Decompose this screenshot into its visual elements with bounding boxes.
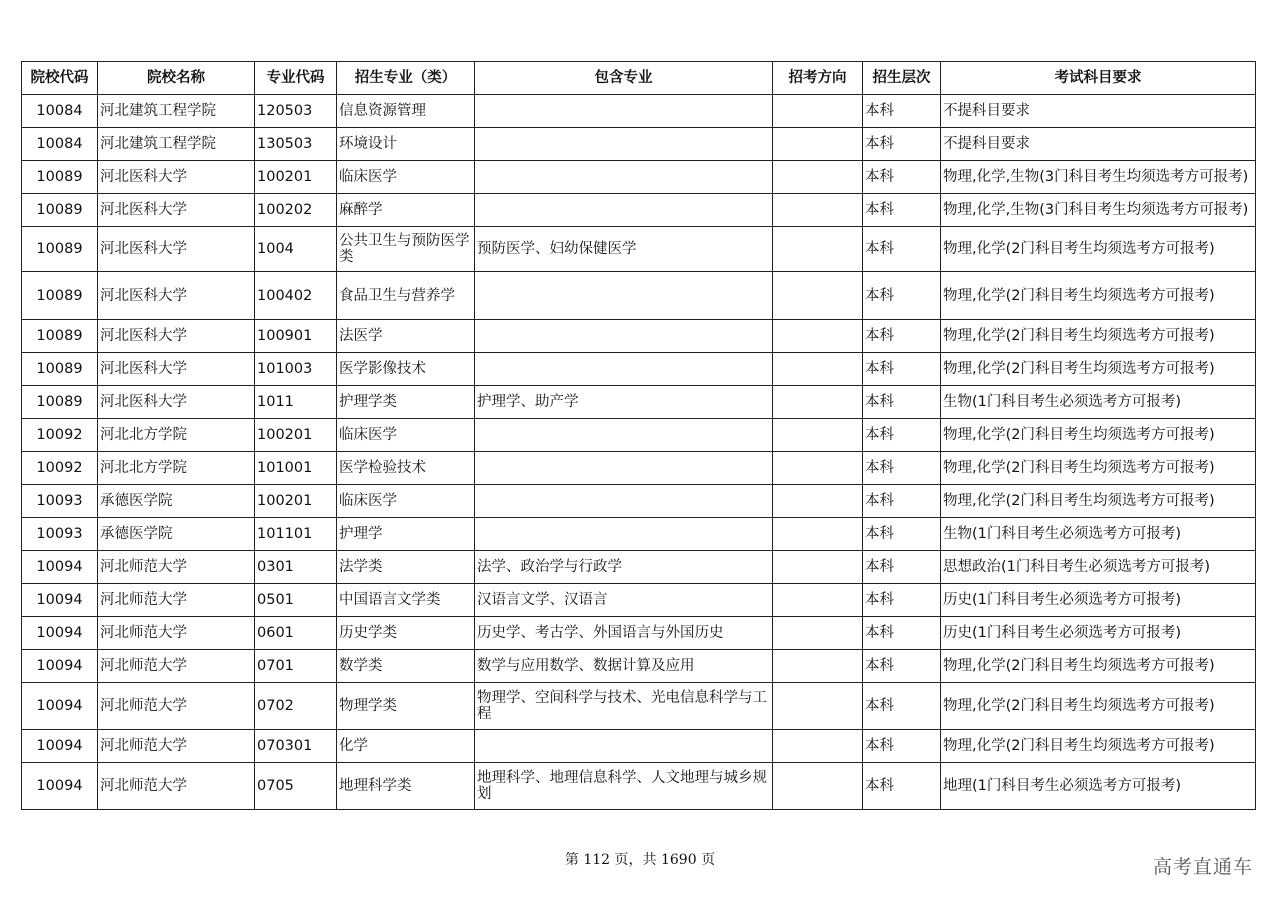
table-row: [22, 617, 1256, 650]
cell-direction: [773, 730, 863, 763]
cell-major: 法学类: [337, 551, 475, 584]
cell-major-code: 101001: [255, 452, 337, 485]
cell-includes: [475, 485, 773, 518]
cell-requirement: 地理(1门科目考生必须选考方可报考): [941, 763, 1256, 810]
table-row: [22, 419, 1256, 452]
cell-direction: [773, 518, 863, 551]
cell-level: 本科: [863, 320, 941, 353]
table-row: [22, 227, 1256, 272]
cell-requirement: 物理,化学(2门科目考生均须选考方可报考): [941, 485, 1256, 518]
cell-major-code: 101003: [255, 353, 337, 386]
cell-major: 护理学类: [337, 386, 475, 419]
cell-school: 河北师范大学: [98, 617, 255, 650]
table-row: [22, 518, 1256, 551]
cell-level: 本科: [863, 518, 941, 551]
cell-school: 河北建筑工程学院: [98, 95, 255, 128]
cell-level: 本科: [863, 452, 941, 485]
cell-includes: 数学与应用数学、数据计算及应用: [475, 650, 773, 683]
cell-level: 本科: [863, 95, 941, 128]
cell-includes: 法学、政治学与行政学: [475, 551, 773, 584]
cell-requirement: 物理,化学(2门科目考生均须选考方可报考): [941, 272, 1256, 320]
cell-level: 本科: [863, 485, 941, 518]
table-row: [22, 683, 1256, 730]
table-row: [22, 584, 1256, 617]
cell-requirement: 历史(1门科目考生必须选考方可报考): [941, 584, 1256, 617]
cell-level: 本科: [863, 128, 941, 161]
cell-school: 河北医科大学: [98, 386, 255, 419]
cell-direction: [773, 227, 863, 272]
cell-major: 临床医学: [337, 485, 475, 518]
cell-school: 河北医科大学: [98, 353, 255, 386]
cell-school: 河北医科大学: [98, 272, 255, 320]
cell-major: 物理学类: [337, 683, 475, 730]
cell-major-code: 100901: [255, 320, 337, 353]
cell-school: 河北北方学院: [98, 452, 255, 485]
cell-direction: [773, 272, 863, 320]
cell-requirement: 物理,化学(2门科目考生均须选考方可报考): [941, 353, 1256, 386]
cell-school: 河北师范大学: [98, 683, 255, 730]
cell-school: 河北北方学院: [98, 419, 255, 452]
cell-major: 中国语言文学类: [337, 584, 475, 617]
cell-level: 本科: [863, 650, 941, 683]
cell-major-code: 1011: [255, 386, 337, 419]
column-header: 考试科目要求: [941, 62, 1256, 95]
table-row: [22, 95, 1256, 128]
cell-code: 10089: [22, 353, 98, 386]
cell-includes: [475, 419, 773, 452]
cell-major-code: 100402: [255, 272, 337, 320]
cell-school: 河北师范大学: [98, 730, 255, 763]
cell-direction: [773, 194, 863, 227]
cell-includes: 物理学、空间科学与技术、光电信息科学与工程: [475, 683, 773, 730]
cell-requirement: 历史(1门科目考生必须选考方可报考): [941, 617, 1256, 650]
cell-school: 河北医科大学: [98, 161, 255, 194]
watermark: 高考直通车: [1152, 856, 1253, 878]
column-header: 招考方向: [773, 62, 863, 95]
cell-major: 医学检验技术: [337, 452, 475, 485]
cell-code: 10084: [22, 128, 98, 161]
cell-major: 地理科学类: [337, 763, 475, 810]
cell-major-code: 100201: [255, 161, 337, 194]
cell-includes: [475, 161, 773, 194]
cell-direction: [773, 386, 863, 419]
cell-direction: [773, 763, 863, 810]
cell-major: 公共卫生与预防医学类: [337, 227, 475, 272]
cell-major-code: 100202: [255, 194, 337, 227]
column-header: 招生专业（类）: [337, 62, 475, 95]
cell-level: 本科: [863, 386, 941, 419]
admission-table: [21, 61, 1256, 810]
cell-school: 河北医科大学: [98, 320, 255, 353]
table-row: [22, 353, 1256, 386]
cell-code: 10089: [22, 386, 98, 419]
cell-level: 本科: [863, 272, 941, 320]
cell-major-code: 100201: [255, 485, 337, 518]
cell-code: 10094: [22, 650, 98, 683]
table-row: [22, 763, 1256, 810]
cell-major: 历史学类: [337, 617, 475, 650]
cell-major: 法医学: [337, 320, 475, 353]
cell-level: 本科: [863, 584, 941, 617]
cell-level: 本科: [863, 419, 941, 452]
cell-major: 食品卫生与营养学: [337, 272, 475, 320]
cell-requirement: 物理,化学(2门科目考生均须选考方可报考): [941, 683, 1256, 730]
cell-major: 环境设计: [337, 128, 475, 161]
cell-major: 临床医学: [337, 419, 475, 452]
cell-includes: [475, 272, 773, 320]
cell-includes: [475, 95, 773, 128]
cell-major-code: 0601: [255, 617, 337, 650]
cell-level: 本科: [863, 730, 941, 763]
cell-requirement: 思想政治(1门科目考生必须选考方可报考): [941, 551, 1256, 584]
cell-direction: [773, 161, 863, 194]
cell-code: 10093: [22, 485, 98, 518]
cell-direction: [773, 551, 863, 584]
cell-major: 护理学: [337, 518, 475, 551]
cell-direction: [773, 485, 863, 518]
cell-major: 化学: [337, 730, 475, 763]
cell-code: 10092: [22, 419, 98, 452]
cell-requirement: 物理,化学,生物(3门科目考生均须选考方可报考): [941, 161, 1256, 194]
cell-code: 10092: [22, 452, 98, 485]
table-header-row: [22, 62, 1256, 95]
table-row: [22, 194, 1256, 227]
cell-school: 河北师范大学: [98, 763, 255, 810]
column-header: 院校名称: [98, 62, 255, 95]
column-header: 包含专业: [475, 62, 773, 95]
cell-includes: 汉语言文学、汉语言: [475, 584, 773, 617]
table-row: [22, 650, 1256, 683]
cell-code: 10094: [22, 730, 98, 763]
cell-code: 10093: [22, 518, 98, 551]
cell-direction: [773, 584, 863, 617]
cell-code: 10094: [22, 584, 98, 617]
cell-includes: [475, 452, 773, 485]
cell-major: 临床医学: [337, 161, 475, 194]
cell-includes: [475, 128, 773, 161]
cell-major-code: 0702: [255, 683, 337, 730]
cell-code: 10094: [22, 763, 98, 810]
cell-code: 10089: [22, 194, 98, 227]
cell-includes: [475, 320, 773, 353]
cell-code: 10089: [22, 272, 98, 320]
cell-major-code: 130503: [255, 128, 337, 161]
cell-requirement: 生物(1门科目考生必须选考方可报考): [941, 518, 1256, 551]
cell-direction: [773, 419, 863, 452]
table-body: [22, 95, 1256, 810]
cell-includes: [475, 518, 773, 551]
cell-school: 河北师范大学: [98, 584, 255, 617]
cell-major-code: 100201: [255, 419, 337, 452]
cell-direction: [773, 617, 863, 650]
column-header: 院校代码: [22, 62, 98, 95]
cell-level: 本科: [863, 194, 941, 227]
cell-school: 河北师范大学: [98, 551, 255, 584]
cell-requirement: 物理,化学(2门科目考生均须选考方可报考): [941, 730, 1256, 763]
cell-major: 麻醉学: [337, 194, 475, 227]
cell-includes: [475, 730, 773, 763]
table-row: [22, 128, 1256, 161]
cell-includes: 历史学、考古学、外国语言与外国历史: [475, 617, 773, 650]
cell-requirement: 物理,化学(2门科目考生均须选考方可报考): [941, 320, 1256, 353]
cell-direction: [773, 452, 863, 485]
cell-school: 河北医科大学: [98, 227, 255, 272]
cell-direction: [773, 353, 863, 386]
cell-major: 数学类: [337, 650, 475, 683]
cell-includes: 地理科学、地理信息科学、人文地理与城乡规划: [475, 763, 773, 810]
page-number: 第 112 页，共 1690 页: [564, 852, 716, 868]
cell-direction: [773, 128, 863, 161]
cell-level: 本科: [863, 227, 941, 272]
cell-school: 河北建筑工程学院: [98, 128, 255, 161]
cell-major-code: 101101: [255, 518, 337, 551]
cell-requirement: 物理,化学(2门科目考生均须选考方可报考): [941, 227, 1256, 272]
cell-major: 信息资源管理: [337, 95, 475, 128]
cell-level: 本科: [863, 683, 941, 730]
table-row: [22, 730, 1256, 763]
cell-includes: [475, 353, 773, 386]
cell-requirement: 生物(1门科目考生必须选考方可报考): [941, 386, 1256, 419]
column-header: 招生层次: [863, 62, 941, 95]
cell-requirement: 不提科目要求: [941, 128, 1256, 161]
cell-school: 承德医学院: [98, 518, 255, 551]
cell-code: 10084: [22, 95, 98, 128]
cell-requirement: 物理,化学(2门科目考生均须选考方可报考): [941, 650, 1256, 683]
cell-major-code: 0701: [255, 650, 337, 683]
cell-direction: [773, 320, 863, 353]
cell-school: 承德医学院: [98, 485, 255, 518]
cell-requirement: 物理,化学,生物(3门科目考生均须选考方可报考): [941, 194, 1256, 227]
cell-code: 10089: [22, 161, 98, 194]
table-row: [22, 452, 1256, 485]
cell-major-code: 120503: [255, 95, 337, 128]
cell-includes: [475, 194, 773, 227]
cell-requirement: 物理,化学(2门科目考生均须选考方可报考): [941, 419, 1256, 452]
cell-major: 医学影像技术: [337, 353, 475, 386]
cell-direction: [773, 95, 863, 128]
cell-includes: 预防医学、妇幼保健医学: [475, 227, 773, 272]
table-row: [22, 386, 1256, 419]
cell-requirement: 物理,化学(2门科目考生均须选考方可报考): [941, 452, 1256, 485]
cell-direction: [773, 650, 863, 683]
column-header: 专业代码: [255, 62, 337, 95]
cell-major-code: 1004: [255, 227, 337, 272]
cell-requirement: 不提科目要求: [941, 95, 1256, 128]
table-row: [22, 551, 1256, 584]
cell-major-code: 070301: [255, 730, 337, 763]
cell-level: 本科: [863, 161, 941, 194]
cell-code: 10089: [22, 227, 98, 272]
cell-level: 本科: [863, 763, 941, 810]
cell-level: 本科: [863, 353, 941, 386]
cell-school: 河北医科大学: [98, 194, 255, 227]
table-row: [22, 320, 1256, 353]
cell-direction: [773, 683, 863, 730]
cell-level: 本科: [863, 617, 941, 650]
cell-major-code: 0501: [255, 584, 337, 617]
cell-school: 河北师范大学: [98, 650, 255, 683]
cell-code: 10089: [22, 320, 98, 353]
cell-major-code: 0301: [255, 551, 337, 584]
table-row: [22, 272, 1256, 320]
cell-major-code: 0705: [255, 763, 337, 810]
cell-level: 本科: [863, 551, 941, 584]
cell-code: 10094: [22, 683, 98, 730]
table-row: [22, 485, 1256, 518]
cell-code: 10094: [22, 551, 98, 584]
cell-includes: 护理学、助产学: [475, 386, 773, 419]
cell-code: 10094: [22, 617, 98, 650]
table-row: [22, 161, 1256, 194]
